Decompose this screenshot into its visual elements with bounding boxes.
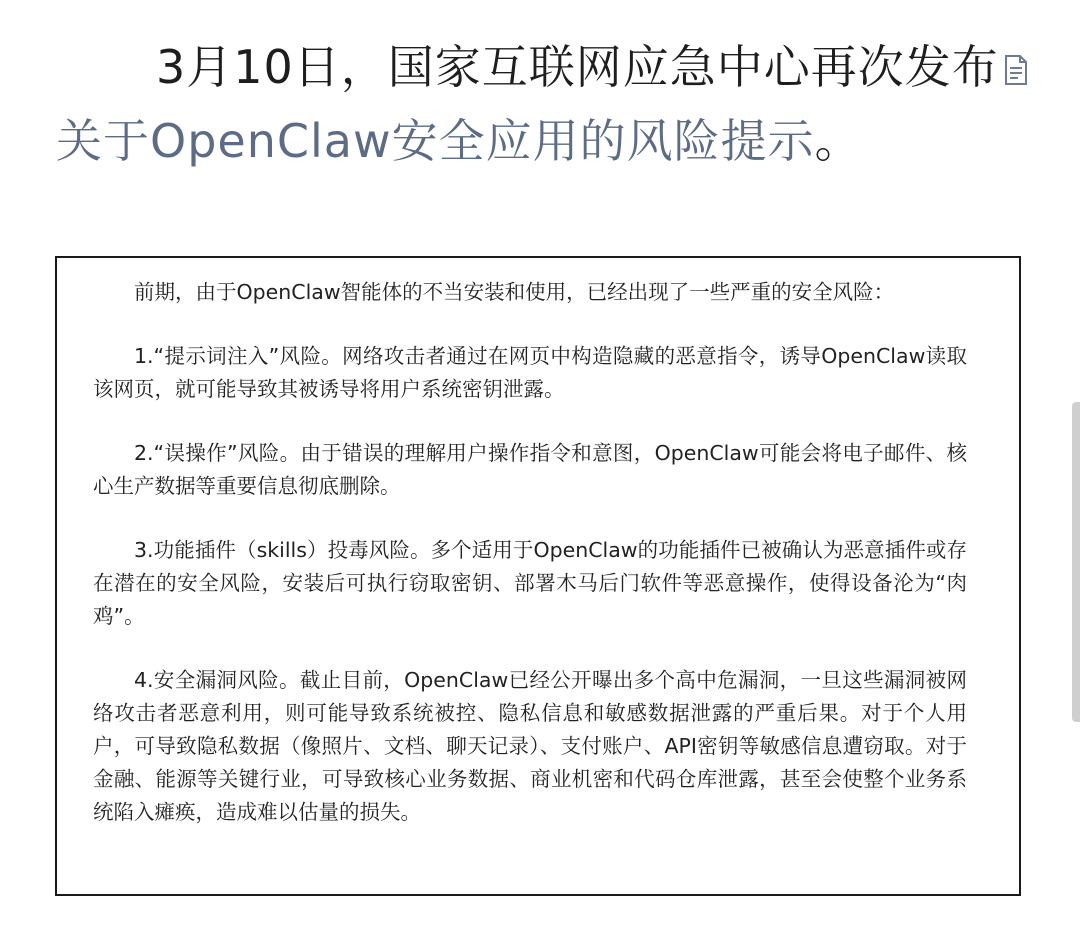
risk-notice-link-label: 关于OpenClaw安全应用的风险提示 xyxy=(56,114,815,168)
intro-period: 。 xyxy=(814,114,862,168)
intro-paragraph xyxy=(56,30,1046,178)
notice-quote-box xyxy=(55,256,1021,896)
scrollbar-thumb[interactable] xyxy=(1072,402,1080,722)
notice-paragraph-risk-2: 2.“误操作”风险。由于错误的理解用户操作指令和意图，OpenClaw可能会将电子邮件、核心生产数据等重要信息彻底删除。 xyxy=(93,441,967,498)
intro-text: 3月10日，国家互联网应急中心再次发布 xyxy=(156,40,999,94)
notice-paragraph-risk-3: 3.功能插件（skills）投毒风险。多个适用于OpenClaw的功能插件已被确认为恶意插件或存在潜在的安全风险，安装后可执行窃取密钥、部署木马后门软件等恶意操作，使得设备沦为“肉鸡”。 xyxy=(93,538,967,628)
document-icon xyxy=(1003,34,1029,68)
notice-paragraph-risk-1: 1.“提示词注入”风险。网络攻击者通过在网页中构造隐藏的恶意指令，诱导OpenClaw读取该网页，就可能导致其被诱导将用户系统密钥泄露。 xyxy=(93,344,967,401)
notice-paragraph-risk-4: 4.安全漏洞风险。截止目前，OpenClaw已经公开曝出多个高中危漏洞，一旦这些漏洞被网络攻击者恶意利用，则可能导致系统被控、隐私信息和敏感数据泄露的严重后果。对于个人用户，可导致隐私数据（像照片、文档、聊天记录）、支付账户、API密钥等敏感信息遭窃取。对于金融、能源等关键行业，可导致核心业务数据、商业机密和代码仓库泄露，甚至会使整个业务系统陷入瘫痪，造成难以估量的损失。 xyxy=(93,668,967,824)
notice-paragraph-intro: 前期，由于OpenClaw智能体的不当安装和使用，已经出现了一些严重的安全风险： xyxy=(134,280,895,304)
